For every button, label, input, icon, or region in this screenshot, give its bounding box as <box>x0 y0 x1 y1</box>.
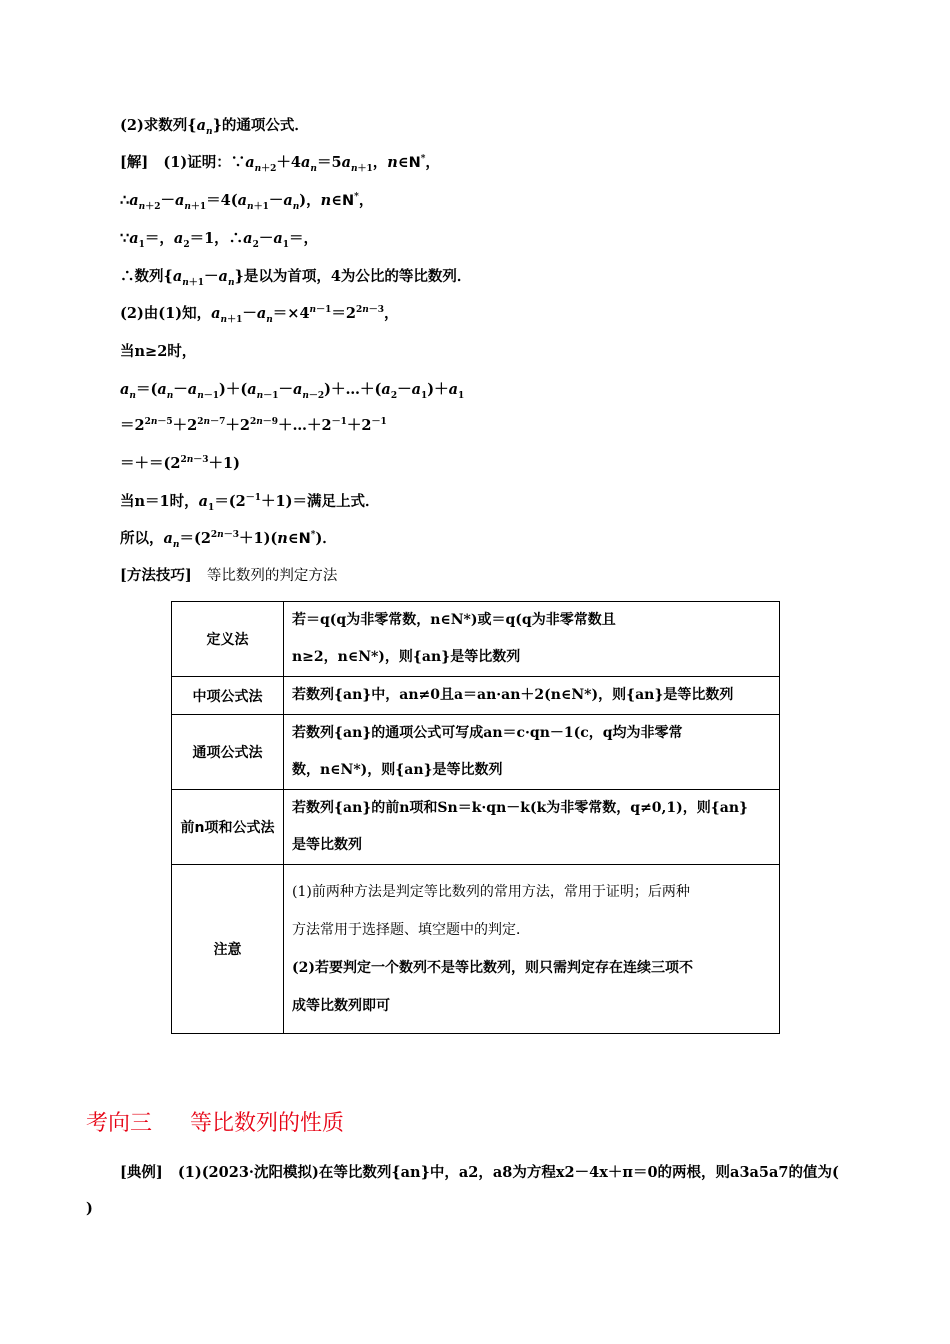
final-answer-line: 所以，$a_n=(2^{2n-3}+1)(n\in N^*)$． <box>120 530 337 550</box>
method-desc: 若数列{an}的通项公式可写成an＝c·qn－1(c，q均为非零常 数，n∈N*)，则{an}是等比数列 <box>284 715 780 790</box>
telescoping-sum-line: $a_n=(a_n-a_{n-1})+(a_{n-1}-a_{n-2})+\dots+(a_2-a_1)+a_1$ <box>120 381 465 401</box>
part2-line: (2)由(1)知，$a_{n+1}-a_n=\times 4^{n-1}=2^{2n-3}$， <box>120 305 399 325</box>
method-name: 注意 <box>172 865 284 1034</box>
method-name: 定义法 <box>172 602 284 677</box>
method-desc: 若数列{an}中，an≠0且a＝an·an＋2(n∈N*)，则{an}是等比数列 <box>284 677 780 715</box>
table-row <box>172 677 780 715</box>
method-desc: 若＝q(q为非零常数，n∈N*)或＝q(q为非零常数且 n≥2，n∈N*)，则{an}是等比数列 <box>284 602 780 677</box>
powers-sum-line: $=2^{2n-5}+2^{2n-7}+2^{2n-9}+\dots+2^{-1}+2^{-1}$ <box>120 417 387 434</box>
case-n-ge-2-line: 当n≥2时， <box>120 343 197 360</box>
question-line: (2)求数列$\{a_n\}$的通项公式． <box>120 117 309 137</box>
table-row <box>172 602 780 677</box>
example-close-paren: ) <box>86 1200 93 1217</box>
closed-form-line: $=+=(2^{2n-3}+1)$ <box>120 455 240 472</box>
section-heading: 考向三 等比数列的性质 <box>86 1111 345 1136</box>
table-row <box>172 865 780 1034</box>
method-tips-heading: [方法技巧] 等比数列的判定方法 <box>120 567 338 584</box>
method-name: 前n项和公式法 <box>172 790 284 865</box>
case-n-eq-1-line: 当n＝1时，$a_1=(2^{-1}+1)=$满足上式． <box>120 493 380 513</box>
solution-proof-line: [解] (1)证明：$\because a_{n+2}+4a_n=5a_{n+1}$，n∈N*， <box>120 154 440 174</box>
method-name: 中项公式法 <box>172 677 284 715</box>
method-table <box>171 601 780 1034</box>
table-row <box>172 715 780 790</box>
example-line: [典例] (1)(2023·沈阳模拟)在等比数列{an}中，a2，a8为方程x2－4x＋π＝0的两根，则a3a5a7的值为( <box>120 1164 839 1181</box>
table-row <box>172 790 780 865</box>
initial-values-line: $\because a_1=$，$a_2=1$，$\therefore a_2-a_1=$， <box>120 230 319 250</box>
difference-line: $\therefore a_{n+2}-a_{n+1}=4(a_{n+1}-a_n)$，n∈N*， <box>120 192 374 212</box>
note-desc: (1)前两种方法是判定等比数列的常用方法，常用于证明；后两种 方法常用于选择题、填空题中的判定． (2)若要判定一个数列不是等比数列，则只需判定存在连续三项不 成等比数列即可 <box>284 865 780 1034</box>
method-name: 通项公式法 <box>172 715 284 790</box>
method-desc: 若数列{an}的前n项和Sn＝k·qn－k(k为非零常数，q≠0,1)，则{an} 是等比数列 <box>284 790 780 865</box>
geometric-conclusion-line: ∴数列$\{a_{n+1}-a_n\}$是以为首项，4为公比的等比数列． <box>120 268 472 288</box>
